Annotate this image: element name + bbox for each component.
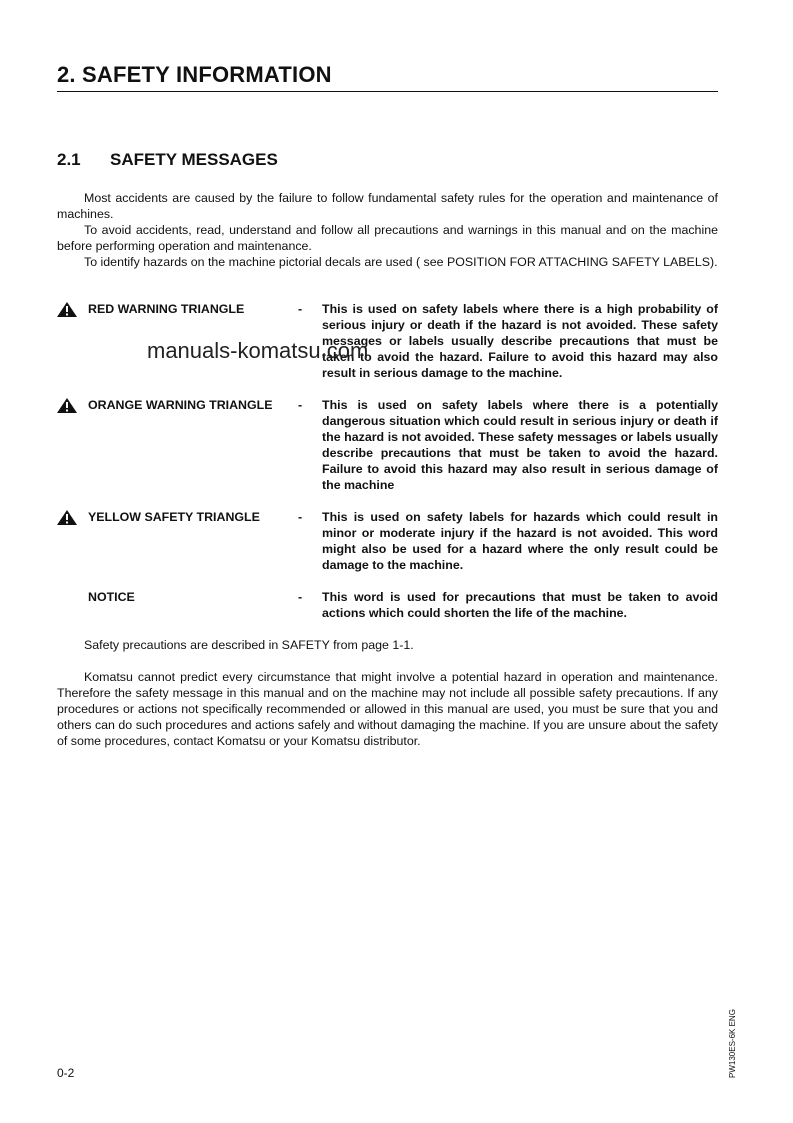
precautions-text: Safety precautions are described in SAFETY from page 1-1. [84, 638, 414, 652]
item-label: YELLOW SAFETY TRIANGLE [88, 510, 260, 524]
watermark: manuals-komatsu.com [147, 338, 369, 363]
closing-text: Komatsu cannot predict every circumstance that might involve a potential hazard in operation and maintenance. Therefore the safety message in this manual and on the machine may not include all possible safety precautions. If any procedures or actions not specifically recommended or allowed in this manual are used, you must be sure that you and others can do such procedures and actions safely and without damaging the machine. If you are unsure about the safety of some procedures, contact Komatsu or your Komatsu distributor. [57, 670, 718, 748]
warning-triangle-icon [57, 302, 77, 317]
document-code: PW130ES-6K ENG [728, 1009, 737, 1078]
section-number: 2.1 [57, 150, 81, 169]
item-dash: - [298, 590, 303, 604]
closing-paragraph [57, 669, 718, 749]
item-description: This word is used for precautions that must be taken to avoid actions which could shorten the life of the machine. [322, 590, 718, 620]
item-description: This is used on safety labels where there is a potentially dangerous situation which could result in serious injury or death if the hazard is not avoided. These safety messages or labels usually describe precautions that must be taken to avoid the hazard. Failure to avoid this hazard may also result in serious damage of the machine [322, 398, 718, 492]
intro-paragraph: To identify hazards on the machine pictorial decals are used ( see POSITION FOR ATTACHING SAFETY LABELS). [84, 255, 718, 269]
precautions-note [57, 637, 718, 653]
intro-paragraph: Most accidents are caused by the failure to follow fundamental safety rules for the operation and maintenance of machines. [57, 191, 718, 221]
section-title: SAFETY MESSAGES [110, 150, 278, 169]
section-heading [57, 150, 278, 170]
warning-triangle-icon [57, 510, 77, 525]
warning-triangle-icon [57, 398, 77, 413]
item-dash: - [298, 510, 303, 524]
item-description: This is used on safety labels for hazards which could result in minor or moderate injury if the hazard is not avoided. This word might also be used for a hazard where the only result could be damage to the machine. [322, 510, 718, 572]
item-label: NOTICE [88, 590, 135, 604]
chapter-title: 2. SAFETY INFORMATION [57, 62, 718, 92]
item-dash: - [298, 398, 303, 412]
item-description: This is used on safety labels where there is a high probability of serious injury or death if the hazard is not avoided. These safety messages or labels usually describe precautions that must be taken to avoid the hazard. Failure to avoid this hazard may also result in serious damage to the machine. [322, 302, 718, 380]
item-label: RED WARNING TRIANGLE [88, 302, 245, 316]
item-label: ORANGE WARNING TRIANGLE [88, 398, 273, 412]
intro-paragraph: To avoid accidents, read, understand and follow all precautions and warnings in this manual and on the machine before performing operation and maintenance. [57, 223, 718, 253]
page-number: 0-2 [57, 1066, 75, 1080]
item-dash: - [298, 302, 303, 316]
intro [57, 190, 718, 270]
